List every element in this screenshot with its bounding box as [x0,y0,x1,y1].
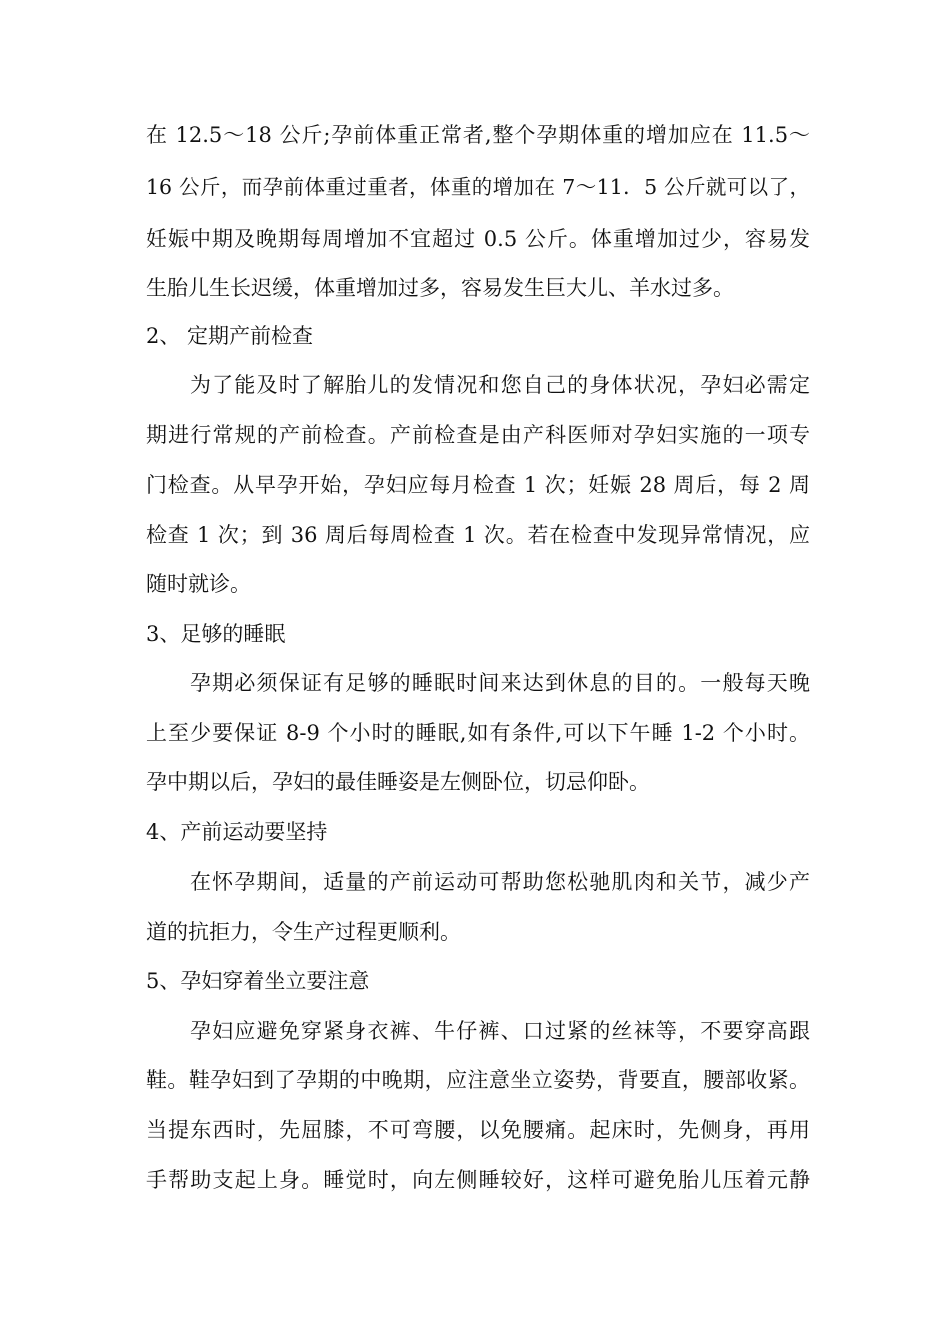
paragraph-line: 孕妇应避免穿紧身衣裤、牛仔裤、口过紧的丝袜等，不要穿高跟 [190,1019,810,1043]
paragraph-line: 在 12.5～18 公斤;孕前体重正常者,整个孕期体重的增加应在 11.5～ [146,123,810,147]
paragraph-line: 检查 1 次；到 36 周后每周检查 1 次。若在检查中发现异常情况，应 [146,523,810,547]
paragraph-line: 孕期必须保证有足够的睡眠时间来达到休息的目的。一般每天晚 [190,671,810,695]
section-heading: 2、 定期产前检查 [146,324,314,348]
paragraph-line: 上至少要保证 8-9 个小时的睡眠,如有条件,可以下午睡 1-2 个小时。 [146,721,810,745]
paragraph-line: 期进行常规的产前检查。产前检查是由产科医师对孕妇实施的一项专 [146,423,810,447]
paragraph-line: 道的抗拒力，令生产过程更顺利。 [146,920,461,944]
section-heading: 4、产前运动要坚持 [146,820,328,844]
paragraph-line: 随时就诊。 [146,572,251,596]
section-heading: 5、孕妇穿着坐立要注意 [146,969,370,993]
paragraph-line: 门检查。从早孕开始，孕妇应每月检查 1 次；妊娠 28 周后，每 2 周 [146,473,810,497]
paragraph-line: 在怀孕期间，适量的产前运动可帮助您松驰肌肉和关节，减少产 [190,870,810,894]
paragraph-line: 鞋。鞋孕妇到了孕期的中晚期，应注意坐立姿势，背要直，腰部收紧。 [146,1068,810,1092]
paragraph-line: 当提东西时，先屈膝，不可弯腰，以免腰痛。起床时，先侧身，再用 [146,1118,810,1142]
section-heading: 3、足够的睡眠 [146,622,286,646]
paragraph-line: 孕中期以后，孕妇的最佳睡姿是左侧卧位，切忌仰卧。 [146,770,650,794]
paragraph-line: 16 公斤，而孕前体重过重者，体重的增加在 7～11．5 公斤就可以了， [146,175,810,199]
paragraph-line: 妊娠中期及晚期每周增加不宜超过 0.5 公斤。体重增加过少，容易发 [146,227,810,251]
paragraph-line: 为了能及时了解胎儿的发情况和您自己的身体状况，孕妇必需定 [190,373,810,397]
paragraph-line: 生胎儿生长迟缓，体重增加过多，容易发生巨大儿、羊水过多。 [146,276,734,300]
paragraph-line: 手帮助支起上身。睡觉时，向左侧睡较好，这样可避免胎儿压着元静 [146,1168,810,1192]
